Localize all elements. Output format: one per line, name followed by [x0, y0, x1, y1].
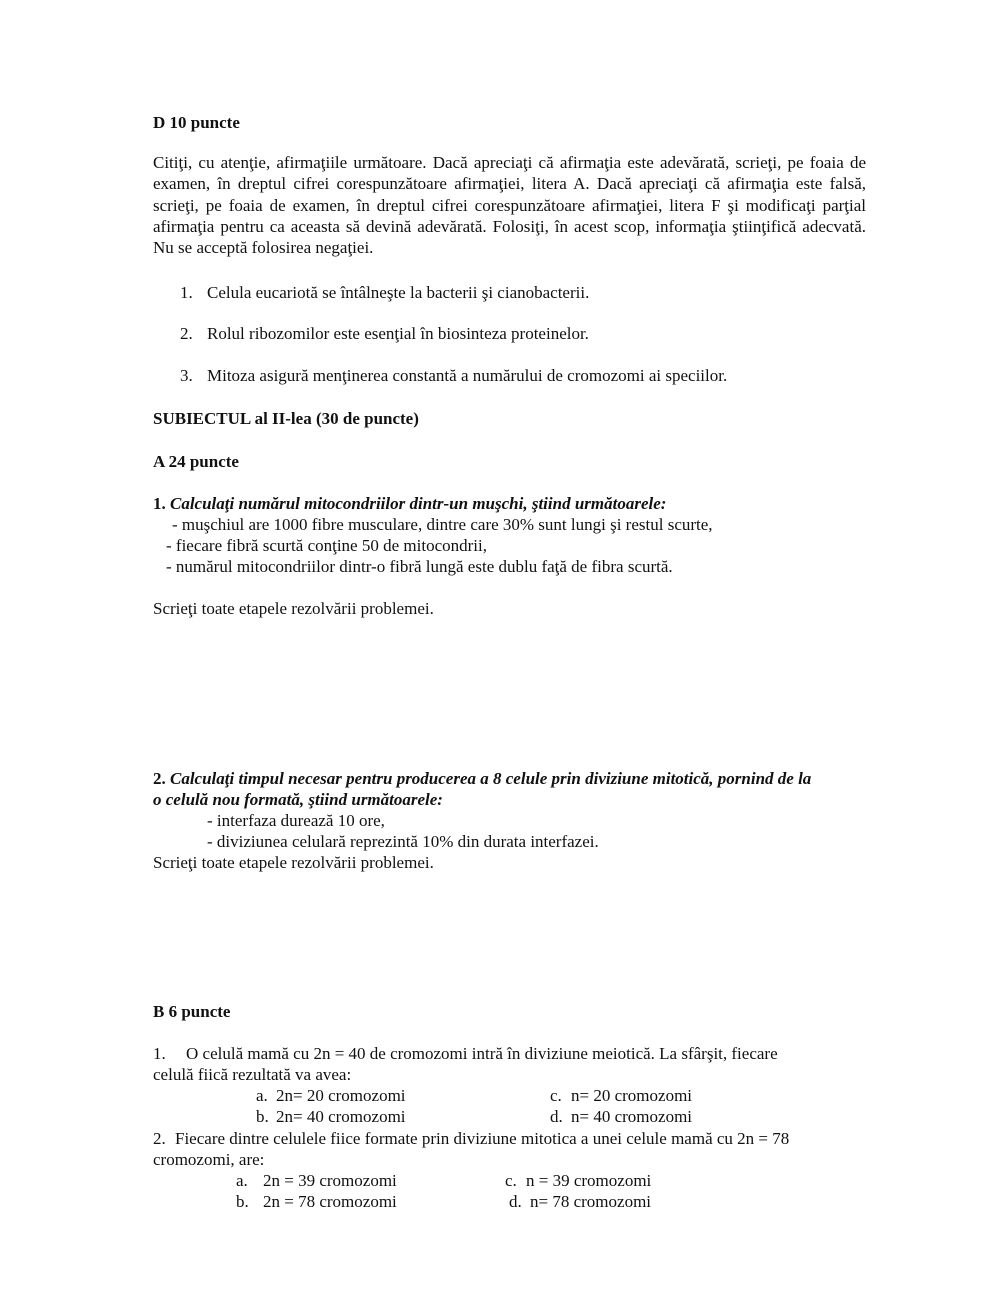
q1-option-a-text: 2n= 20 cromozomi	[276, 1086, 406, 1105]
problem-1-condition-2: - fiecare fibră scurtă conţine 50 de mitocondrii,	[166, 536, 487, 555]
statement-1-text: Celula eucariotă se întâlneşte la bacterii şi cianobacterii.	[207, 283, 590, 302]
question-2-line-1: Fiecare dintre celulele fiice formate prin diviziune mitotica a unei celule mamă cu 2n = 78	[175, 1129, 790, 1148]
q2-option-b-label: b.	[236, 1192, 249, 1211]
q2-option-c-text: n = 39 cromozomi	[526, 1171, 652, 1190]
q1-option-d-text: n= 40 cromozomi	[571, 1107, 693, 1126]
problem-1-condition-3: - numărul mitocondriilor dintr-o fibră lungă este dublu faţă de fibra scurtă.	[166, 557, 673, 576]
q1-option-c-text: n= 20 cromozomi	[571, 1086, 693, 1105]
problem-2-title-line-1	[153, 768, 811, 789]
q2-option-c-label: c.	[505, 1171, 517, 1190]
statement-2-text: Rolul ribozomilor este esenţial în biosinteza proteinelor.	[207, 324, 589, 343]
section-b-heading: B 6 puncte	[153, 1002, 231, 1021]
q1-option-c-label: c.	[550, 1086, 562, 1105]
section-d-instructions: Citiţi, cu atenţie, afirmaţiile următoare. Dacă apreciaţi că afirmaţia este adevărată, scrieţi, pe foaia de examen, în dreptul cifrei corespunzătoare afirmaţiei, litera A. Dacă apreciaţi că afirmaţia este falsă, scrieţi, pe foaia de examen, în dreptul cifrei corespunzătoare afirmaţiei, litera F şi modificaţi parţial afirmaţia pentru ca aceasta să devină adevărată. Folosiţi, în acest scop, informaţia ştiinţifică adecvată. Nu se acceptă folosirea negaţiei.	[153, 153, 866, 258]
subject-2-heading: SUBIECTUL al II-lea (30 de puncte)	[153, 409, 419, 428]
q2-option-b-text: 2n = 78 cromozomi	[263, 1192, 397, 1211]
statement-1-number: 1.	[180, 283, 193, 302]
statement-3-text: Mitoza asigură menţinerea constantă a numărului de cromozomi ai speciilor.	[207, 366, 728, 385]
section-a-heading: A 24 puncte	[153, 452, 239, 471]
statement-2-number: 2.	[180, 324, 193, 343]
problem-2-condition-1: - interfaza durează 10 ore,	[207, 811, 385, 830]
q1-option-b-text: 2n= 40 cromozomi	[276, 1107, 406, 1126]
problem-2-footer: Scrieţi toate etapele rezolvării problemei.	[153, 853, 434, 872]
problem-2-condition-2: - diviziunea celulară reprezintă 10% din durata interfazei.	[207, 832, 599, 851]
q2-option-a-text: 2n = 39 cromozomi	[263, 1171, 397, 1190]
q2-option-d-text: n= 78 cromozomi	[530, 1192, 652, 1211]
problem-2-title-line-2: o celulă nou formată, ştiind următoarele:	[153, 790, 443, 809]
question-1-line-2: celulă fiică rezultată va avea:	[153, 1065, 352, 1084]
problem-1-footer: Scrieţi toate etapele rezolvării problemei.	[153, 599, 434, 618]
question-2-line-2: cromozomi, are:	[153, 1150, 265, 1169]
problem-2-number: 2.	[153, 769, 166, 788]
q1-option-d-label: d.	[550, 1107, 563, 1126]
statement-3-number: 3.	[180, 366, 193, 385]
question-2-number: 2.	[153, 1129, 166, 1148]
problem-1-title	[153, 493, 666, 514]
question-1-number: 1.	[153, 1044, 166, 1063]
q1-option-a-label: a.	[256, 1086, 268, 1105]
q2-option-a-label: a.	[236, 1171, 248, 1190]
problem-1-condition-1: - muşchiul are 1000 fibre musculare, dintre care 30% sunt lungi şi restul scurte,	[172, 515, 713, 534]
question-1-line-1: O celulă mamă cu 2n = 40 de cromozomi intră în diviziune meiotică. La sfârşit, fiecare	[186, 1044, 778, 1063]
q2-option-d-label: d.	[509, 1192, 522, 1211]
q1-option-b-label: b.	[256, 1107, 269, 1126]
problem-1-number: 1.	[153, 494, 166, 513]
section-d-heading: D 10 puncte	[153, 113, 240, 132]
problem-1-title-text: Calculaţi numărul mitocondriilor dintr-un muşchi, ştiind următoarele:	[170, 494, 667, 513]
problem-2-title-text: Calculaţi timpul necesar pentru producerea a 8 celule prin diviziune mitotică, pornind de la	[170, 769, 812, 788]
